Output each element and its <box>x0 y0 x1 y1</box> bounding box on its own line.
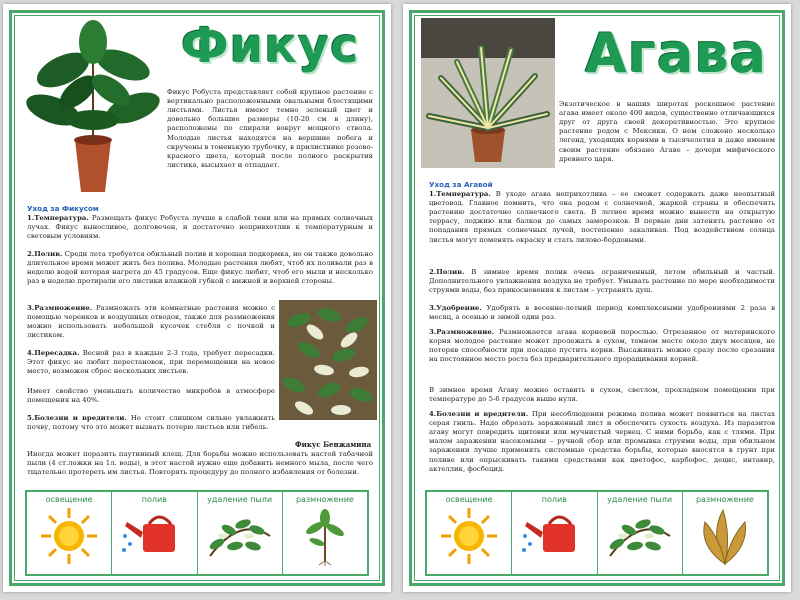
care-watering-label: 2.Полив. <box>429 268 465 276</box>
care-propagation: 3.Размножение. Размножать эти комнатные растения можно с помощью черенков и воздушных отводок, также для размножения можно использовать небольшой кусочек стебля с почкой и листиком. <box>27 304 275 340</box>
dry-leaves-icon <box>695 506 755 566</box>
care-header: Уход за Фикусом <box>27 204 99 213</box>
care-transplant-note: Имеет свойство уменьшать количество микробов в атмосфере помещения на 40%. <box>27 387 275 405</box>
icon-cell-lighting <box>27 492 112 574</box>
care-diseases-label: 4.Болезни и вредители. <box>429 410 529 418</box>
care-watering: 2.Полив. В зимнее время полив очень ограниченный, летом обильный и частый. Дополнительного увлажнения воздуха не требует. Умывать растение по мере необходимости струями воды, без прикосновения к листам – устранять душ. <box>429 268 775 295</box>
care-icons-strip <box>425 490 769 576</box>
icon-label: освещение <box>45 495 93 504</box>
icon-cell-propagation <box>283 492 367 574</box>
ficus-benjamina-photo <box>279 300 377 420</box>
care-diseases: 5.Болезни и вредители. Не стоит слишком сильно увлажнять почву, потому что это может вызвать потерю листьев или гибель. <box>27 414 275 432</box>
page-title: Фикус <box>181 18 360 74</box>
icon-cell-watering <box>112 492 197 574</box>
right-page <box>403 4 791 592</box>
icon-cell-dusting <box>598 492 683 574</box>
care-temperature: 1.Температура. Размещать фикус Робуста лучше в слабой тени или на прямых солнечных лучах. Фикус выносливое, долговечен, и достаточно непривхотлив к температурным и световым условиям. <box>27 214 373 241</box>
icon-label: полив <box>541 495 567 504</box>
care-watering: 2.Полив. Среди лета требуется обильный полив и хорошая подкормка, но он также довольно длительное время может жить без полива. Молодые растения любят, чтоб их поливали раз в неделю водой которая нагрета до 45 градусов. Еще фикус любит, чтоб его мыли и несколько раз в неделю протирали его листики влажной губкой с нижней и верхней стороны. <box>27 250 373 286</box>
icon-label: удаление пыли <box>207 495 273 504</box>
plant-leaves-icon <box>605 506 675 566</box>
sun-icon <box>439 506 499 566</box>
care-fertilizing-label: 3.Удобрение. <box>429 304 482 312</box>
care-diseases-label: 5.Болезни и вредители. <box>27 414 127 422</box>
agave-photo <box>421 18 555 168</box>
icon-cell-propagation <box>683 492 767 574</box>
care-winter-note: В зимнее время Агаву можно оставить в сухом, светлом, прохладном помещении при температуре до 5-6 градусов выше нуля. <box>429 386 775 404</box>
care-watering-label: 2.Полив. <box>27 250 63 258</box>
icon-cell-dusting <box>198 492 283 574</box>
intro-text: Фикус Робуста представляет собой крупное растение с вертикально расположенными овальными блестящими листьями. Листья имеют темно зеленый цвет и довольно большие размеры (10-20 см в длину), расположены по спирали вокруг мощного ствола. Молодые листья находятся на вершине побега и скручены в тоненькую трубочку, в прилистнике розово-красного цвета, который после полного раскрытия листика, высыхает и отпадает. <box>167 88 373 169</box>
left-page <box>3 4 391 592</box>
icon-label: освещение <box>445 495 493 504</box>
care-transplant-label: 4.Пересадка. <box>27 349 80 357</box>
care-temperature-label: 1.Температура. <box>27 214 89 222</box>
watering-can-icon <box>121 506 187 566</box>
care-temperature-label: 1.Температура. <box>429 190 491 198</box>
icon-cell-lighting <box>427 492 512 574</box>
care-diseases-remedy: Иногда может поразить паутинный клещ. Для борьбы можно использовать настой табачной пыли (4 ст.ложки на 1л. воды), в этот настой нужно еще добавить немного мыла, после чего тщательно протереть им листья. Повторять процедуру до полного избавления от болезни. <box>27 450 373 477</box>
ficus-photo <box>23 20 163 200</box>
care-temperature: 1.Температура. В уходе агава неприхотлива – ее сможет содержать даже неопытный цветовод. Главное помнить, что она родом с солнечной, жаркой страны и обеспечить растению достаточно солнечного света. В летнее время можно вынести на открытую террасу, лоджию или балкон до самых заморозков. В первые дни затенять растение от попадания прямых солнечных лучей, постепенно закаливая. Под воздействием солнца листья могут поменять окраску и стать лилово-бордовыми. <box>429 190 775 244</box>
care-propagation: 3.Размножение. Размножается агава корневой порослью. Отрезанное от материнского корня молодое растение может пролежать в сухом, темном месте около двух месяцев, не потеряв способности при посадке пустить корни. Высаживать можно сразу после срезания на постоянное место роста без предварительного проращивания корней. <box>429 328 775 364</box>
care-propagation-label: 3.Размножение. <box>27 304 93 312</box>
icon-label: полив <box>141 495 167 504</box>
plant-leaves-icon <box>205 506 275 566</box>
icon-label: удаление пыли <box>607 495 673 504</box>
care-header: Уход за Агавой <box>429 180 493 189</box>
intro-text: Экзотическое в наших широтах роскошное растение агава имеет около 400 видов, существенно отличающихся друг от друга своей декоративностью. Это крупное растение родом с Мексики. О нем сложено несколько легенд, уходящих корнями в тысячелетия и даже именем своим растение обязано Агаве – дочери мифического древнего царя. <box>559 100 775 163</box>
photo-caption: Фикус Бенжамина <box>295 440 372 449</box>
icon-cell-watering <box>512 492 597 574</box>
page-title: Агава <box>585 22 768 85</box>
care-icons-strip <box>25 490 369 576</box>
care-propagation-label: 3.Размножение. <box>429 328 495 336</box>
cutting-icon <box>295 506 355 566</box>
care-diseases: 4.Болезни и вредители. При несоблюдении режима полива может появиться на листах серая гниль. Надо обрезать зараженный лист и обеспечить сухость воздуха. Из паразитов агаву могут повредить щитовки или мучнистый червец. С ними борьба, как с тлями. При малом заражении насекомыми – ручной сбор или промывка струями воды, при обильном заражении лучше применять системные средства борьбы, которые вносятся в грунт при поливе или опрыскивать такими средствами как цветофос, карбофос, децис, интавир, актеллик, фосбецид. <box>429 410 775 473</box>
care-transplant: 4.Пересадка. Весной раз в каждые 2-3 года, требует пересадки. Этот фикус не любит перестановок, при перемещении на новое место, возможен сброс нескольких листьев. <box>27 349 275 376</box>
watering-can-icon <box>521 506 587 566</box>
care-fertilizing: 3.Удобрение. Удобрять в весенне-летний период комплексными удобрениями 2 раза в месяц, а осенью и зимой один раз. <box>429 304 775 322</box>
sun-icon <box>39 506 99 566</box>
icon-label: размножение <box>295 495 354 504</box>
icon-label: размножение <box>695 495 754 504</box>
